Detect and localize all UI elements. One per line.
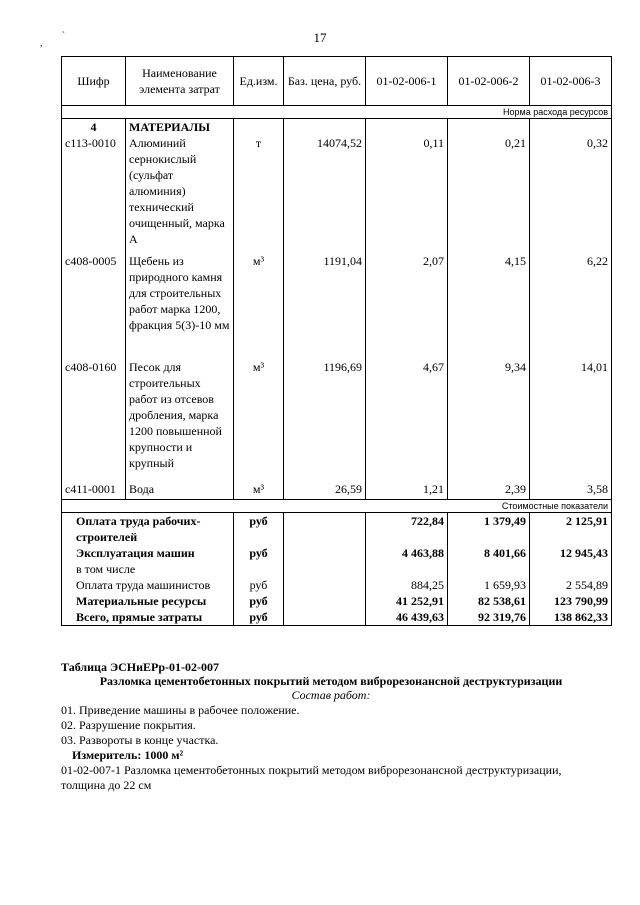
totals-value-2: 8 401,66 <box>448 545 530 577</box>
row-value-2: 2,39 <box>448 481 530 500</box>
row-value-2: 4,15 <box>448 253 530 359</box>
totals-unit: руб <box>234 513 284 546</box>
totals-unit: руб <box>234 545 284 577</box>
table-header-row <box>62 57 612 106</box>
row-price: 14074,52 <box>284 135 366 253</box>
row-value-2: 0,21 <box>448 135 530 253</box>
totals-value-3: 12 945,43 <box>530 545 612 577</box>
table-row <box>62 359 612 481</box>
totals-unit: руб <box>234 577 284 593</box>
row-value-3: 6,22 <box>530 253 612 359</box>
section-heading: Разломка цементобетонных покрытий методом виброрезонансной деструктуризации <box>99 674 563 688</box>
resource-table <box>61 56 612 626</box>
row-name: Щебень из природного камня для строительных работ марка 1200, фракция 5(3)-10 мм <box>126 253 234 359</box>
totals-unit: руб <box>234 609 284 626</box>
works-heading: Состав работ: <box>291 688 371 702</box>
row-code: с411-0001 <box>62 481 126 500</box>
row-value-1: 0,11 <box>366 135 448 253</box>
measure-line: Измеритель: 1000 м² <box>72 748 184 762</box>
header-price: Баз. цена, руб. <box>284 57 366 106</box>
totals-name: Оплата труда машинистов <box>62 577 234 593</box>
row-value-3: 3,58 <box>530 481 612 500</box>
totals-row <box>62 593 612 609</box>
totals-value-2: 1 659,93 <box>448 577 530 593</box>
totals-value-2: 1 379,49 <box>448 513 530 546</box>
section-number: 4 <box>62 119 126 136</box>
table-row <box>62 481 612 500</box>
norm-label-row <box>62 106 612 119</box>
row-name: Вода <box>126 481 234 500</box>
section-title: МАТЕРИАЛЫ <box>126 119 234 136</box>
table-id: Таблица ЭСНиЕРр-01-02-007 <box>61 660 220 674</box>
totals-value-1: 46 439,63 <box>366 609 448 626</box>
row-price: 1196,69 <box>284 359 366 481</box>
row-unit: м³ <box>234 253 284 359</box>
table-row <box>62 135 612 253</box>
totals-value-2: 92 319,76 <box>448 609 530 626</box>
row-name: Алюминий сернокислый (сульфат алюминия) технический очищенный, марка А <box>126 135 234 253</box>
work-item: 03. Развороты в конце участка. <box>61 733 219 747</box>
totals-value-1: 4 463,88 <box>366 545 448 577</box>
margin-mark: , <box>40 38 43 48</box>
totals-name: Всего, прямые затраты <box>62 609 234 626</box>
totals-value-1: 722,84 <box>366 513 448 546</box>
row-value-1: 4,67 <box>366 359 448 481</box>
row-code: с408-0160 <box>62 359 126 481</box>
header-unit: Ед.изм. <box>234 57 284 106</box>
cost-label-row <box>62 500 612 513</box>
totals-value-3: 138 862,33 <box>530 609 612 626</box>
totals-row <box>62 609 612 626</box>
norm-label: Норма расхода ресурсов <box>62 106 612 119</box>
row-value-3: 0,32 <box>530 135 612 253</box>
totals-name: Эксплуатация машин <box>76 546 195 560</box>
table-row <box>62 253 612 359</box>
totals-row <box>62 545 612 577</box>
totals-value-3: 2 554,89 <box>530 577 612 593</box>
totals-value-1: 884,25 <box>366 577 448 593</box>
row-name: Песок для строительных работ из отсевов дробления, марка 1200 повышенной крупности и крупный <box>126 359 234 481</box>
totals-subname: в том числе <box>76 562 136 576</box>
row-value-1: 1,21 <box>366 481 448 500</box>
cost-label: Стоимостные показатели <box>62 500 612 513</box>
totals-value-3: 123 790,99 <box>530 593 612 609</box>
page-number: 17 <box>313 30 327 45</box>
totals-name: Материальные ресурсы <box>62 593 234 609</box>
work-item: 01. Приведение машины в рабочее положение. <box>61 703 300 717</box>
totals-unit: руб <box>234 593 284 609</box>
totals-value-2: 82 538,61 <box>448 593 530 609</box>
row-unit: м³ <box>234 481 284 500</box>
header-col-2: 01-02-006-2 <box>448 57 530 106</box>
margin-mark: ` <box>62 30 65 40</box>
header-name: Наименование элемента затрат <box>126 57 234 106</box>
totals-value-1: 41 252,91 <box>366 593 448 609</box>
row-code: с113-0010 <box>62 135 126 253</box>
totals-row <box>62 577 612 593</box>
item-line: толщина до 22 см <box>61 778 152 792</box>
item-line: 01-02-007-1 Разломка цементобетонных покрытий методом виброрезонансной деструктуризации, <box>61 763 562 777</box>
row-price: 26,59 <box>284 481 366 500</box>
row-code: с408-0005 <box>62 253 126 359</box>
row-unit: м³ <box>234 359 284 481</box>
row-value-3: 14,01 <box>530 359 612 481</box>
totals-row <box>62 513 612 546</box>
row-unit: т <box>234 135 284 253</box>
header-col-3: 01-02-006-3 <box>530 57 612 106</box>
row-value-2: 9,34 <box>448 359 530 481</box>
totals-name: Оплата труда рабочих-строителей <box>62 513 234 546</box>
row-price: 1191,04 <box>284 253 366 359</box>
section-row <box>62 119 612 136</box>
totals-value-3: 2 125,91 <box>530 513 612 546</box>
work-item: 02. Разрушение покрытия. <box>61 718 196 732</box>
row-value-1: 2,07 <box>366 253 448 359</box>
header-col-1: 01-02-006-1 <box>366 57 448 106</box>
header-code: Шифр <box>62 57 126 106</box>
